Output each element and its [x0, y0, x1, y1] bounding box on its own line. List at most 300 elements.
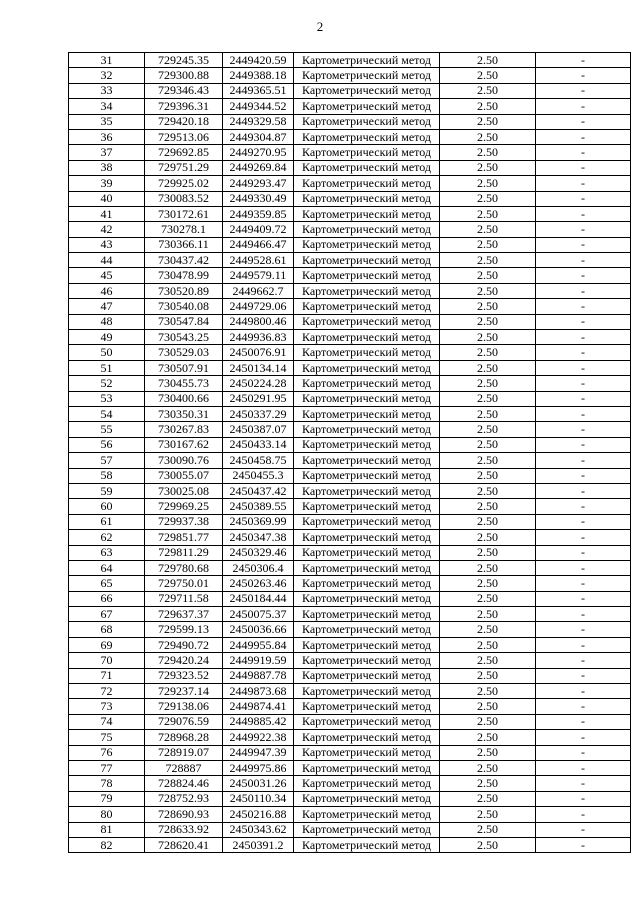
precision-cell: 2.50: [440, 699, 536, 714]
note-cell: -: [536, 237, 631, 252]
y-coordinate-cell: 2450389.55: [223, 499, 294, 514]
method-cell: Картометрический метод: [294, 391, 440, 406]
method-cell: Картометрический метод: [294, 637, 440, 652]
precision-cell: 2.50: [440, 376, 536, 391]
point-number-cell: 51: [69, 360, 145, 375]
method-cell: Картометрический метод: [294, 345, 440, 360]
note-cell: -: [536, 530, 631, 545]
point-number-cell: 38: [69, 160, 145, 175]
x-coordinate-cell: 730400.66: [145, 391, 223, 406]
precision-cell: 2.50: [440, 791, 536, 806]
point-number-cell: 54: [69, 406, 145, 421]
table-row: [69, 622, 631, 637]
y-coordinate-cell: 2449662.7: [223, 283, 294, 298]
table-row: [69, 637, 631, 652]
table-row: [69, 360, 631, 375]
table-row: [69, 376, 631, 391]
point-number-cell: 40: [69, 191, 145, 206]
page-number: 2: [316, 19, 324, 34]
x-coordinate-cell: 729599.13: [145, 622, 223, 637]
point-number-cell: 57: [69, 453, 145, 468]
precision-cell: 2.50: [440, 237, 536, 252]
table-row: [69, 160, 631, 175]
method-cell: Картометрический метод: [294, 422, 440, 437]
point-number-cell: 67: [69, 607, 145, 622]
x-coordinate-cell: 729420.18: [145, 114, 223, 129]
table-row: [69, 837, 631, 852]
table-row: [69, 483, 631, 498]
y-coordinate-cell: 2449936.83: [223, 330, 294, 345]
note-cell: -: [536, 176, 631, 191]
method-cell: Картометрический метод: [294, 53, 440, 68]
x-coordinate-cell: 728824.46: [145, 776, 223, 791]
method-cell: Картометрический метод: [294, 653, 440, 668]
point-number-cell: 47: [69, 299, 145, 314]
y-coordinate-cell: 2450458.75: [223, 453, 294, 468]
y-coordinate-cell: 2449579.11: [223, 268, 294, 283]
note-cell: -: [536, 253, 631, 268]
precision-cell: 2.50: [440, 391, 536, 406]
x-coordinate-cell: 729637.37: [145, 607, 223, 622]
method-cell: Картометрический метод: [294, 668, 440, 683]
method-cell: Картометрический метод: [294, 191, 440, 206]
point-number-cell: 48: [69, 314, 145, 329]
note-cell: -: [536, 837, 631, 852]
method-cell: Картометрический метод: [294, 176, 440, 191]
x-coordinate-cell: 729490.72: [145, 637, 223, 652]
method-cell: Картометрический метод: [294, 560, 440, 575]
note-cell: -: [536, 483, 631, 498]
table-row: [69, 437, 631, 452]
precision-cell: 2.50: [440, 453, 536, 468]
method-cell: Картометрический метод: [294, 283, 440, 298]
y-coordinate-cell: 2450337.29: [223, 406, 294, 421]
point-number-cell: 78: [69, 776, 145, 791]
table-row: [69, 176, 631, 191]
method-cell: Картометрический метод: [294, 268, 440, 283]
table-row: [69, 514, 631, 529]
note-cell: -: [536, 760, 631, 775]
method-cell: Картометрический метод: [294, 437, 440, 452]
method-cell: Картометрический метод: [294, 376, 440, 391]
method-cell: Картометрический метод: [294, 530, 440, 545]
table-row: [69, 237, 631, 252]
method-cell: Картометрический метод: [294, 160, 440, 175]
table-row: [69, 314, 631, 329]
point-number-cell: 46: [69, 283, 145, 298]
table-row: [69, 299, 631, 314]
note-cell: -: [536, 745, 631, 760]
y-coordinate-cell: 2449729.06: [223, 299, 294, 314]
method-cell: Картометрический метод: [294, 114, 440, 129]
note-cell: -: [536, 591, 631, 606]
note-cell: -: [536, 437, 631, 452]
precision-cell: 2.50: [440, 560, 536, 575]
table-row: [69, 53, 631, 68]
note-cell: -: [536, 129, 631, 144]
x-coordinate-cell: 729323.52: [145, 668, 223, 683]
note-cell: -: [536, 68, 631, 83]
note-cell: -: [536, 206, 631, 221]
table-row: [69, 776, 631, 791]
y-coordinate-cell: 2450031.26: [223, 776, 294, 791]
precision-cell: 2.50: [440, 622, 536, 637]
precision-cell: 2.50: [440, 684, 536, 699]
x-coordinate-cell: 730167.62: [145, 437, 223, 452]
method-cell: Картометрический метод: [294, 791, 440, 806]
precision-cell: 2.50: [440, 807, 536, 822]
table-row: [69, 83, 631, 98]
method-cell: Картометрический метод: [294, 591, 440, 606]
point-number-cell: 56: [69, 437, 145, 452]
precision-cell: 2.50: [440, 53, 536, 68]
point-number-cell: 73: [69, 699, 145, 714]
x-coordinate-cell: 729750.01: [145, 576, 223, 591]
method-cell: Картометрический метод: [294, 453, 440, 468]
note-cell: -: [536, 699, 631, 714]
y-coordinate-cell: 2450263.46: [223, 576, 294, 591]
method-cell: Картометрический метод: [294, 607, 440, 622]
note-cell: -: [536, 545, 631, 560]
method-cell: Картометрический метод: [294, 714, 440, 729]
y-coordinate-cell: 2450216.88: [223, 807, 294, 822]
precision-cell: 2.50: [440, 530, 536, 545]
precision-cell: 2.50: [440, 730, 536, 745]
note-cell: -: [536, 376, 631, 391]
x-coordinate-cell: 729076.59: [145, 714, 223, 729]
x-coordinate-cell: 730366.11: [145, 237, 223, 252]
y-coordinate-cell: 2450347.38: [223, 530, 294, 545]
y-coordinate-cell: 2450433.14: [223, 437, 294, 452]
x-coordinate-cell: 728968.28: [145, 730, 223, 745]
table-row: [69, 791, 631, 806]
precision-cell: 2.50: [440, 607, 536, 622]
y-coordinate-cell: 2450455.3: [223, 468, 294, 483]
y-coordinate-cell: 2450391.2: [223, 837, 294, 852]
table-row: [69, 545, 631, 560]
point-number-cell: 52: [69, 376, 145, 391]
precision-cell: 2.50: [440, 714, 536, 729]
point-number-cell: 72: [69, 684, 145, 699]
precision-cell: 2.50: [440, 222, 536, 237]
note-cell: -: [536, 807, 631, 822]
x-coordinate-cell: 730540.08: [145, 299, 223, 314]
table-row: [69, 699, 631, 714]
precision-cell: 2.50: [440, 283, 536, 298]
y-coordinate-cell: 2450369.99: [223, 514, 294, 529]
y-coordinate-cell: 2449873.68: [223, 684, 294, 699]
coordinates-table: [68, 52, 631, 853]
method-cell: Картометрический метод: [294, 330, 440, 345]
x-coordinate-cell: 729969.25: [145, 499, 223, 514]
note-cell: -: [536, 314, 631, 329]
precision-cell: 2.50: [440, 745, 536, 760]
x-coordinate-cell: 730267.83: [145, 422, 223, 437]
point-number-cell: 44: [69, 253, 145, 268]
table-row: [69, 760, 631, 775]
y-coordinate-cell: 2449975.86: [223, 760, 294, 775]
precision-cell: 2.50: [440, 360, 536, 375]
method-cell: Картометрический метод: [294, 299, 440, 314]
point-number-cell: 33: [69, 83, 145, 98]
y-coordinate-cell: 2450291.95: [223, 391, 294, 406]
precision-cell: 2.50: [440, 330, 536, 345]
x-coordinate-cell: 729513.06: [145, 129, 223, 144]
note-cell: -: [536, 406, 631, 421]
precision-cell: 2.50: [440, 268, 536, 283]
x-coordinate-cell: 729711.58: [145, 591, 223, 606]
precision-cell: 2.50: [440, 160, 536, 175]
method-cell: Картометрический метод: [294, 699, 440, 714]
point-number-cell: 49: [69, 330, 145, 345]
x-coordinate-cell: 729780.68: [145, 560, 223, 575]
precision-cell: 2.50: [440, 837, 536, 852]
table-row: [69, 253, 631, 268]
precision-cell: 2.50: [440, 114, 536, 129]
y-coordinate-cell: 2449304.87: [223, 129, 294, 144]
x-coordinate-cell: 729811.29: [145, 545, 223, 560]
note-cell: -: [536, 453, 631, 468]
precision-cell: 2.50: [440, 299, 536, 314]
note-cell: -: [536, 714, 631, 729]
y-coordinate-cell: 2449344.52: [223, 99, 294, 114]
table-row: [69, 99, 631, 114]
table-row: [69, 684, 631, 699]
method-cell: Картометрический метод: [294, 622, 440, 637]
y-coordinate-cell: 2449330.49: [223, 191, 294, 206]
note-cell: -: [536, 637, 631, 652]
precision-cell: 2.50: [440, 422, 536, 437]
note-cell: -: [536, 345, 631, 360]
point-number-cell: 41: [69, 206, 145, 221]
table-row: [69, 345, 631, 360]
table-row: [69, 653, 631, 668]
y-coordinate-cell: 2449919.59: [223, 653, 294, 668]
table-row: [69, 114, 631, 129]
x-coordinate-cell: 729692.85: [145, 145, 223, 160]
point-number-cell: 76: [69, 745, 145, 760]
method-cell: Картометрический метод: [294, 253, 440, 268]
x-coordinate-cell: 730507.91: [145, 360, 223, 375]
point-number-cell: 82: [69, 837, 145, 852]
point-number-cell: 62: [69, 530, 145, 545]
x-coordinate-cell: 730455.73: [145, 376, 223, 391]
point-number-cell: 66: [69, 591, 145, 606]
note-cell: -: [536, 99, 631, 114]
precision-cell: 2.50: [440, 129, 536, 144]
method-cell: Картометрический метод: [294, 99, 440, 114]
y-coordinate-cell: 2449329.58: [223, 114, 294, 129]
point-number-cell: 36: [69, 129, 145, 144]
y-coordinate-cell: 2450437.42: [223, 483, 294, 498]
y-coordinate-cell: 2450076.91: [223, 345, 294, 360]
note-cell: -: [536, 422, 631, 437]
x-coordinate-cell: 730083.52: [145, 191, 223, 206]
y-coordinate-cell: 2449388.18: [223, 68, 294, 83]
y-coordinate-cell: 2449359.85: [223, 206, 294, 221]
note-cell: -: [536, 468, 631, 483]
point-number-cell: 43: [69, 237, 145, 252]
note-cell: -: [536, 191, 631, 206]
note-cell: -: [536, 114, 631, 129]
point-number-cell: 63: [69, 545, 145, 560]
precision-cell: 2.50: [440, 822, 536, 837]
note-cell: -: [536, 360, 631, 375]
point-number-cell: 61: [69, 514, 145, 529]
table-row: [69, 268, 631, 283]
method-cell: Картометрический метод: [294, 499, 440, 514]
precision-cell: 2.50: [440, 253, 536, 268]
precision-cell: 2.50: [440, 483, 536, 498]
note-cell: -: [536, 499, 631, 514]
point-number-cell: 50: [69, 345, 145, 360]
point-number-cell: 42: [69, 222, 145, 237]
method-cell: Картометрический метод: [294, 545, 440, 560]
table-row: [69, 222, 631, 237]
point-number-cell: 70: [69, 653, 145, 668]
point-number-cell: 69: [69, 637, 145, 652]
table-row: [69, 68, 631, 83]
precision-cell: 2.50: [440, 776, 536, 791]
precision-cell: 2.50: [440, 576, 536, 591]
y-coordinate-cell: 2449528.61: [223, 253, 294, 268]
x-coordinate-cell: 729937.38: [145, 514, 223, 529]
note-cell: -: [536, 222, 631, 237]
x-coordinate-cell: 729420.24: [145, 653, 223, 668]
method-cell: Картометрический метод: [294, 745, 440, 760]
x-coordinate-cell: 728752.93: [145, 791, 223, 806]
method-cell: Картометрический метод: [294, 206, 440, 221]
method-cell: Картометрический метод: [294, 83, 440, 98]
note-cell: -: [536, 145, 631, 160]
precision-cell: 2.50: [440, 653, 536, 668]
precision-cell: 2.50: [440, 345, 536, 360]
method-cell: Картометрический метод: [294, 807, 440, 822]
precision-cell: 2.50: [440, 668, 536, 683]
y-coordinate-cell: 2449922.38: [223, 730, 294, 745]
table-row: [69, 576, 631, 591]
table-row: [69, 391, 631, 406]
x-coordinate-cell: 730529.03: [145, 345, 223, 360]
y-coordinate-cell: 2450075.37: [223, 607, 294, 622]
point-number-cell: 59: [69, 483, 145, 498]
precision-cell: 2.50: [440, 83, 536, 98]
point-number-cell: 71: [69, 668, 145, 683]
method-cell: Картометрический метод: [294, 776, 440, 791]
note-cell: -: [536, 560, 631, 575]
x-coordinate-cell: 729396.31: [145, 99, 223, 114]
x-coordinate-cell: 730543.25: [145, 330, 223, 345]
method-cell: Картометрический метод: [294, 684, 440, 699]
table-row: [69, 406, 631, 421]
x-coordinate-cell: 728887: [145, 760, 223, 775]
method-cell: Картометрический метод: [294, 314, 440, 329]
y-coordinate-cell: 2449885.42: [223, 714, 294, 729]
table-row: [69, 129, 631, 144]
precision-cell: 2.50: [440, 99, 536, 114]
x-coordinate-cell: 729237.14: [145, 684, 223, 699]
x-coordinate-cell: 729851.77: [145, 530, 223, 545]
table-row: [69, 530, 631, 545]
table-row: [69, 668, 631, 683]
note-cell: -: [536, 822, 631, 837]
precision-cell: 2.50: [440, 68, 536, 83]
precision-cell: 2.50: [440, 145, 536, 160]
note-cell: -: [536, 160, 631, 175]
precision-cell: 2.50: [440, 437, 536, 452]
note-cell: -: [536, 776, 631, 791]
method-cell: Картометрический метод: [294, 514, 440, 529]
y-coordinate-cell: 2449800.46: [223, 314, 294, 329]
y-coordinate-cell: 2450134.14: [223, 360, 294, 375]
x-coordinate-cell: 730025.08: [145, 483, 223, 498]
y-coordinate-cell: 2450184.44: [223, 591, 294, 606]
y-coordinate-cell: 2449466.47: [223, 237, 294, 252]
y-coordinate-cell: 2450110.34: [223, 791, 294, 806]
x-coordinate-cell: 729346.43: [145, 83, 223, 98]
note-cell: -: [536, 791, 631, 806]
table-row: [69, 822, 631, 837]
point-number-cell: 74: [69, 714, 145, 729]
x-coordinate-cell: 729245.35: [145, 53, 223, 68]
method-cell: Картометрический метод: [294, 760, 440, 775]
coordinates-table-body: [69, 53, 631, 853]
point-number-cell: 32: [69, 68, 145, 83]
note-cell: -: [536, 391, 631, 406]
x-coordinate-cell: 730350.31: [145, 406, 223, 421]
point-number-cell: 80: [69, 807, 145, 822]
method-cell: Картометрический метод: [294, 145, 440, 160]
table-row: [69, 145, 631, 160]
point-number-cell: 45: [69, 268, 145, 283]
method-cell: Картометрический метод: [294, 576, 440, 591]
note-cell: -: [536, 299, 631, 314]
x-coordinate-cell: 728620.41: [145, 837, 223, 852]
table-row: [69, 453, 631, 468]
x-coordinate-cell: 729138.06: [145, 699, 223, 714]
point-number-cell: 53: [69, 391, 145, 406]
x-coordinate-cell: 729925.02: [145, 176, 223, 191]
method-cell: Картометрический метод: [294, 222, 440, 237]
note-cell: -: [536, 283, 631, 298]
precision-cell: 2.50: [440, 545, 536, 560]
precision-cell: 2.50: [440, 206, 536, 221]
method-cell: Картометрический метод: [294, 406, 440, 421]
x-coordinate-cell: 730172.61: [145, 206, 223, 221]
point-number-cell: 34: [69, 99, 145, 114]
method-cell: Картометрический метод: [294, 730, 440, 745]
x-coordinate-cell: 730278.1: [145, 222, 223, 237]
method-cell: Картометрический метод: [294, 129, 440, 144]
note-cell: -: [536, 730, 631, 745]
precision-cell: 2.50: [440, 514, 536, 529]
precision-cell: 2.50: [440, 760, 536, 775]
x-coordinate-cell: 728633.92: [145, 822, 223, 837]
x-coordinate-cell: 730437.42: [145, 253, 223, 268]
method-cell: Картометрический метод: [294, 360, 440, 375]
point-number-cell: 37: [69, 145, 145, 160]
point-number-cell: 39: [69, 176, 145, 191]
table-row: [69, 206, 631, 221]
y-coordinate-cell: 2449293.47: [223, 176, 294, 191]
y-coordinate-cell: 2449955.84: [223, 637, 294, 652]
table-row: [69, 730, 631, 745]
x-coordinate-cell: 730055.07: [145, 468, 223, 483]
point-number-cell: 60: [69, 499, 145, 514]
table-row: [69, 560, 631, 575]
point-number-cell: 35: [69, 114, 145, 129]
note-cell: -: [536, 514, 631, 529]
